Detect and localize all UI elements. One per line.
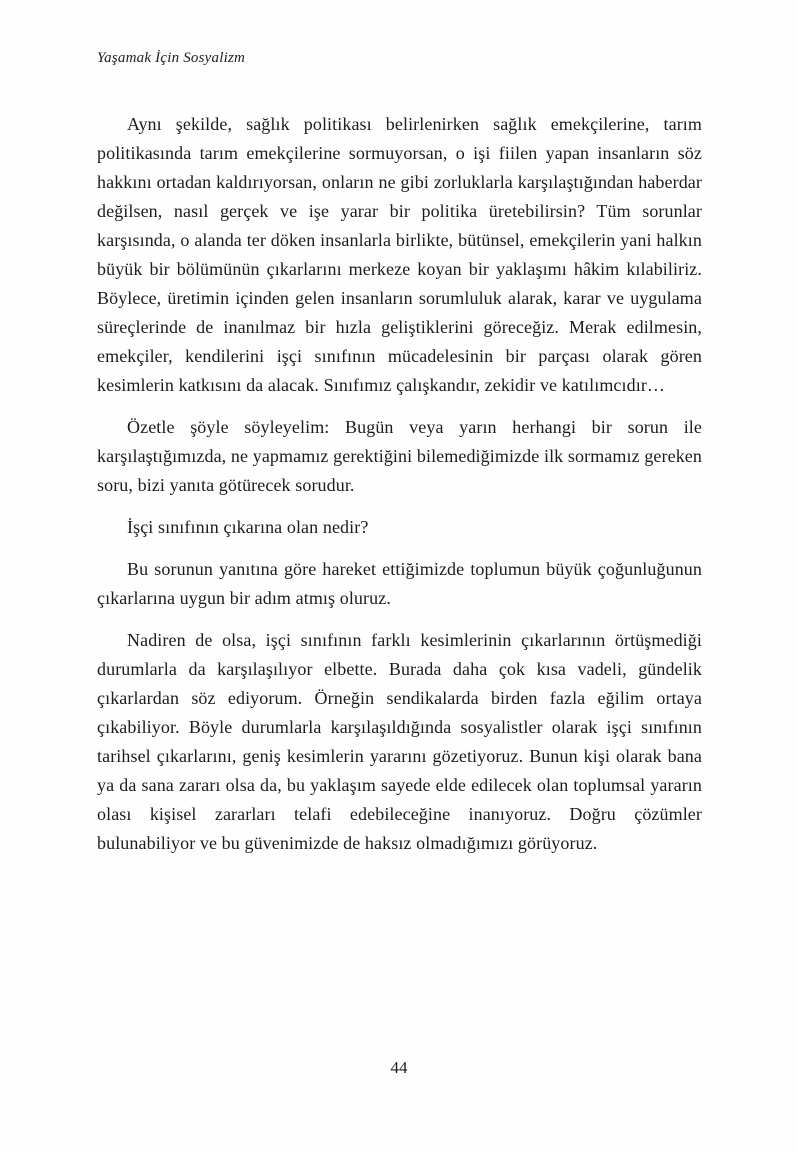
body-text <box>97 110 702 871</box>
body-paragraph: Nadiren de olsa, işçi sınıfının farklı kesimlerinin çıkarlarının örtüşmediği durumlarla da karşılaşılıyor elbette. Burada daha çok kısa vadeli, gündelik çıkarlardan söz ediyorum. Örneğin sendikalarda birden fazla eğilim ortaya çıkabiliyor. Böyle durumlarla karşılaşıldığında sosyalistler olarak işçi sınıfının tarihsel çıkarlarını, geniş kesimlerin yararını gözetiyoruz. Bunun kişi olarak bana ya da sana zararı olsa da, bu yaklaşım sayede elde edilecek olan toplumsal yararın olası kişisel zararları telafi edebileceğine inanıyoruz. Doğru çözümler bulunabiliyor ve bu güvenimizde de haksız olmadığımızı görüyoruz. <box>97 630 702 853</box>
running-header: Yaşamak İçin Sosyalizm <box>97 50 246 66</box>
page-number: 44 <box>390 1058 408 1077</box>
body-paragraph: İşçi sınıfının çıkarına olan nedir? <box>127 517 369 537</box>
body-paragraph: Bu sorunun yanıtına göre hareket ettiğimizde toplumun büyük çoğunluğunun çıkarlarına uygun bir adım atmış oluruz. <box>97 559 702 608</box>
body-paragraph: Özetle şöyle söyleyelim: Bugün veya yarın herhangi bir sorun ile karşılaştığımızda, ne yapmamız gerektiğini bilemediğimizde ilk sormamız gereken soru, bizi yanıta götürecek sorudur. <box>97 417 702 495</box>
body-paragraph: Aynı şekilde, sağlık politikası belirlenirken sağlık emekçilerine, tarım politikasında tarım emekçilerine sormuyorsan, o işi fiilen yapan insanların söz hakkını ortadan kaldırıyorsan, onların ne gibi zorluklarla karşılaştığından haberdar değilsen, nasıl gerçek ve işe yarar bir politika üretebilirsin? Tüm sorunlar karşısında, o alanda ter döken insanlarla birlikte, bütünsel, emekçilerin yani halkın büyük bir bölümünün çıkarlarını merkeze koyan bir yaklaşımı hâkim kılabiliriz. Böylece, üretimin içinden gelen insanların sorumluluk alarak, karar ve uygulama süreçlerinde de inanılmaz bir hızla geliştiklerini göreceğiz. Merak edilmesin, emekçiler, kendilerini işçi sınıfının mücadelesinin bir parçası olarak gören kesimlerin katkısını da alacak. Sınıfımız çalışkandır, zekidir ve katılımcıdır… <box>97 114 702 395</box>
